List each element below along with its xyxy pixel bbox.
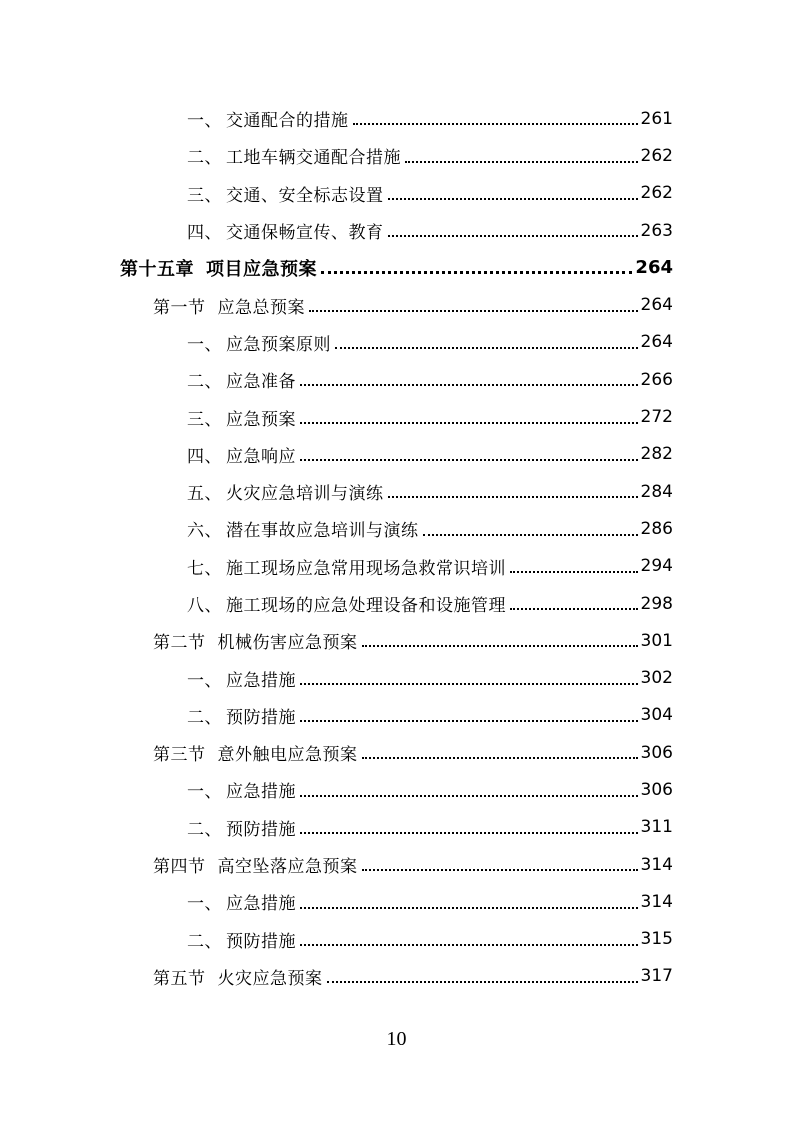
toc-dot-leader <box>300 384 638 386</box>
toc-entry-number: 一、 <box>187 782 222 803</box>
toc-entry-title <box>187 106 349 131</box>
toc-entry-number: 第一节 <box>153 297 206 318</box>
toc-entry-text: 应急预案原则 <box>226 334 331 355</box>
toc-dot-leader <box>300 832 638 834</box>
toc-entry-title <box>187 330 331 355</box>
toc-page-number: 264 <box>635 257 673 279</box>
toc-subsection-entry[interactable] <box>0 921 793 958</box>
toc-subsection-entry[interactable] <box>0 883 793 920</box>
toc-dot-leader <box>388 235 638 237</box>
toc-subsection-entry[interactable] <box>0 324 793 361</box>
toc-entry-title <box>187 927 296 952</box>
toc-entry-title <box>120 255 317 281</box>
toc-entry-text: 预防措施 <box>226 819 296 840</box>
toc-dot-leader <box>309 310 638 312</box>
toc-subsection-entry[interactable] <box>0 436 793 473</box>
toc-subsection-entry[interactable] <box>0 548 793 585</box>
toc-section-entry[interactable] <box>0 622 793 659</box>
toc-dot-leader <box>510 608 638 610</box>
toc-entry-text: 应急总预案 <box>217 297 305 318</box>
toc-dot-leader <box>321 271 632 274</box>
toc-entry-number: 五、 <box>187 484 222 505</box>
toc-entry-title <box>187 405 296 430</box>
toc-section-entry[interactable] <box>0 734 793 771</box>
toc-entry-title <box>187 516 419 541</box>
toc-subsection-entry[interactable] <box>0 585 793 622</box>
toc-dot-leader <box>388 496 638 498</box>
toc-dot-leader <box>300 795 638 797</box>
toc-section-entry[interactable] <box>0 846 793 883</box>
toc-section-entry[interactable] <box>0 286 793 323</box>
toc-page-number: 263 <box>640 220 673 241</box>
page-number: 10 <box>386 1028 407 1050</box>
toc-entry-title <box>153 852 358 877</box>
toc-subsection-entry[interactable] <box>0 809 793 846</box>
toc-entry-text: 潜在事故应急培训与演练 <box>226 521 419 542</box>
toc-page-number: 315 <box>640 929 673 950</box>
toc-entry-number: 三、 <box>187 409 222 430</box>
toc-entry-title <box>153 964 323 989</box>
toc-entry-title <box>187 218 384 243</box>
toc-entry-text: 意外触电应急预案 <box>217 745 358 766</box>
toc-entry-text: 火灾应急预案 <box>217 968 323 989</box>
toc-entry-title <box>153 293 305 318</box>
toc-entry-number: 八、 <box>187 596 222 616</box>
toc-dot-leader <box>362 645 638 647</box>
toc-entry-number: 一、 <box>187 894 222 915</box>
toc-dot-leader <box>335 347 638 349</box>
toc-dot-leader <box>362 757 638 759</box>
toc-page-number: 262 <box>640 145 673 166</box>
toc-subsection-entry[interactable] <box>0 771 793 808</box>
table-of-contents <box>0 100 793 995</box>
toc-entry-text: 高空坠落应急预案 <box>217 857 358 878</box>
toc-entry-text: 应急预案 <box>226 409 296 430</box>
toc-entry-number: 第三节 <box>153 745 206 766</box>
toc-page-number: 284 <box>640 481 673 502</box>
toc-entry-text: 项目应急预案 <box>206 258 317 280</box>
toc-entry-text: 应急准备 <box>226 372 296 393</box>
toc-dot-leader <box>510 571 638 573</box>
toc-entry-title <box>187 367 296 392</box>
toc-subsection-entry[interactable] <box>0 510 793 547</box>
toc-entry-number: 四、 <box>187 223 222 244</box>
toc-entry-title <box>153 628 358 653</box>
toc-dot-leader <box>300 683 638 685</box>
toc-page-number: 304 <box>640 705 673 726</box>
toc-page-number: 294 <box>640 556 673 577</box>
toc-entry-number: 二、 <box>187 707 222 728</box>
toc-page-number: 266 <box>640 369 673 390</box>
toc-subsection-entry[interactable] <box>0 175 793 212</box>
toc-entry-text: 应急措施 <box>226 670 296 691</box>
toc-entry-text: 施工现场的应急处理设备和设施管理 <box>226 596 506 616</box>
toc-dot-leader <box>300 459 638 461</box>
toc-entry-text: 火灾应急培训与演练 <box>226 484 384 505</box>
toc-entry-number: 二、 <box>187 931 222 952</box>
toc-dot-leader <box>300 944 638 946</box>
toc-page-number: 301 <box>640 630 673 651</box>
toc-entry-title <box>187 777 296 802</box>
toc-dot-leader <box>353 123 638 125</box>
toc-page-number: 282 <box>640 444 673 465</box>
toc-entry-number: 七、 <box>187 558 222 579</box>
toc-page-number: 306 <box>640 779 673 800</box>
toc-entry-number: 第十五章 <box>120 258 194 280</box>
toc-entry-number: 六、 <box>187 521 222 542</box>
toc-entry-text: 应急措施 <box>226 782 296 803</box>
toc-dot-leader <box>300 720 638 722</box>
toc-page-number: 311 <box>640 817 673 838</box>
toc-entry-number: 第二节 <box>153 633 206 654</box>
toc-dot-leader <box>423 534 638 536</box>
toc-entry-text: 工地车辆交通配合措施 <box>226 148 401 169</box>
toc-section-entry[interactable] <box>0 958 793 995</box>
toc-entry-title <box>187 815 296 840</box>
toc-entry-number: 四、 <box>187 446 222 467</box>
toc-dot-leader <box>327 981 638 983</box>
toc-entry-text: 交通、安全标志设置 <box>226 185 384 206</box>
toc-entry-title <box>187 479 384 504</box>
toc-entry-text: 交通保畅宣传、教育 <box>226 223 384 244</box>
toc-dot-leader <box>300 907 638 909</box>
toc-subsection-entry[interactable] <box>0 659 793 696</box>
toc-entry-title <box>153 740 358 765</box>
toc-entry-text: 应急响应 <box>226 446 296 467</box>
toc-entry-text: 机械伤害应急预案 <box>217 633 358 654</box>
toc-page-number: 261 <box>640 108 673 129</box>
toc-subsection-entry[interactable] <box>0 137 793 174</box>
toc-page-number: 306 <box>640 742 673 763</box>
toc-entry-number: 二、 <box>187 148 222 169</box>
toc-page-number: 314 <box>640 854 673 875</box>
toc-page-number: 298 <box>640 593 673 614</box>
toc-entry-number: 三、 <box>187 185 222 206</box>
toc-subsection-entry[interactable] <box>0 398 793 435</box>
toc-entry-text: 预防措施 <box>226 931 296 952</box>
toc-entry-number: 一、 <box>187 334 222 355</box>
toc-page-number: 272 <box>640 407 673 428</box>
toc-entry-title <box>187 143 401 168</box>
toc-page-number: 264 <box>640 332 673 353</box>
toc-entry-text: 预防措施 <box>226 707 296 728</box>
toc-entry-title <box>187 442 296 467</box>
toc-page-number: 302 <box>640 668 673 689</box>
toc-entry-title <box>187 591 506 616</box>
toc-subsection-entry[interactable] <box>0 212 793 249</box>
toc-entry-title <box>187 181 384 206</box>
toc-dot-leader <box>300 422 638 424</box>
toc-page-number: 264 <box>640 295 673 316</box>
toc-entry-number: 第四节 <box>153 857 206 878</box>
toc-subsection-entry[interactable] <box>0 100 793 137</box>
toc-subsection-entry[interactable] <box>0 473 793 510</box>
toc-subsection-entry[interactable] <box>0 697 793 734</box>
toc-entry-number: 一、 <box>187 111 222 132</box>
toc-entry-number: 二、 <box>187 372 222 393</box>
toc-subsection-entry[interactable] <box>0 361 793 398</box>
toc-entry-number: 一、 <box>187 670 222 691</box>
toc-entry-text: 交通配合的措施 <box>226 111 349 132</box>
toc-entry-number: 第五节 <box>153 968 206 989</box>
toc-page-number: 286 <box>640 518 673 539</box>
toc-entry-number: 二、 <box>187 819 222 840</box>
toc-dot-leader <box>388 198 638 200</box>
toc-entry-text: 施工现场应急常用现场急救常识培训 <box>226 558 506 579</box>
toc-page-number: 317 <box>640 966 673 987</box>
toc-dot-leader <box>405 161 638 163</box>
toc-page-number: 314 <box>640 891 673 912</box>
toc-entry-title <box>187 703 296 728</box>
toc-entry-title <box>187 554 506 579</box>
toc-page-number: 262 <box>640 183 673 204</box>
toc-entry-title <box>187 666 296 691</box>
toc-dot-leader <box>362 869 638 871</box>
toc-entry-text: 应急措施 <box>226 894 296 915</box>
toc-entry-title <box>187 889 296 914</box>
toc-chapter-entry[interactable] <box>0 249 793 286</box>
